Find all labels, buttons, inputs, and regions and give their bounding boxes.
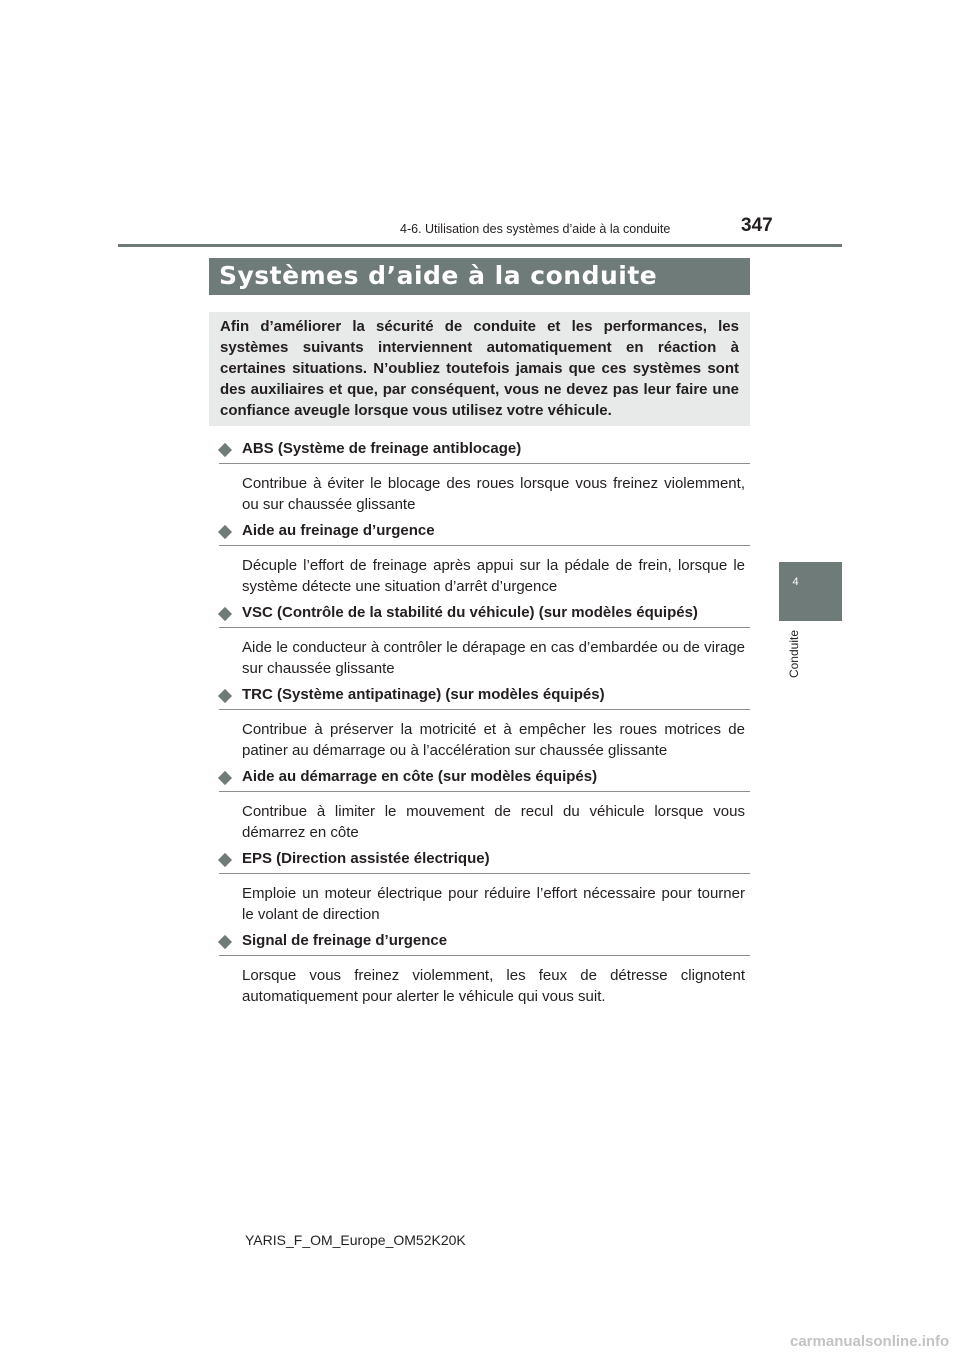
diamond-bullet-icon bbox=[218, 853, 232, 867]
page-title: Systèmes d’aide à la conduite bbox=[219, 261, 658, 290]
feature-description: Contribue à éviter le blocage des roues lorsque vous freinez violemment, ou sur chaussée glissante bbox=[242, 475, 745, 513]
feature-item bbox=[219, 932, 750, 1005]
page-number: 347 bbox=[741, 215, 773, 236]
feature-description: Lorsque vous freinez violemment, les feux de détresse clignotent automatiquement pour alerter le véhicule qui vous suit. bbox=[242, 967, 745, 1005]
intro-box bbox=[209, 312, 750, 426]
feature-item bbox=[219, 850, 750, 923]
feature-title: EPS (Direction assistée électrique) bbox=[242, 850, 490, 867]
diamond-bullet-icon bbox=[218, 525, 232, 539]
chapter-tab bbox=[779, 562, 842, 621]
feature-description: Emploie un moteur électrique pour réduire l’effort nécessaire pour tourner le volant de direction bbox=[242, 885, 745, 923]
feature-title: VSC (Contrôle de la stabilité du véhicule) (sur modèles équipés) bbox=[242, 604, 698, 621]
feature-title: TRC (Système antipatinage) (sur modèles équipés) bbox=[242, 686, 605, 703]
diamond-bullet-icon bbox=[218, 607, 232, 621]
diamond-bullet-icon bbox=[218, 935, 232, 949]
feature-description: Décuple l’effort de freinage après appui sur la pédale de frein, lorsque le système détecte une situation d’arrêt d’urgence bbox=[242, 557, 745, 595]
feature-item bbox=[219, 440, 750, 513]
feature-item bbox=[219, 604, 750, 677]
feature-item bbox=[219, 686, 750, 759]
intro-text: Afin d’améliorer la sécurité de conduite et les performances, les systèmes suivants interviennent automatiquement en réaction à certaines situations. N’oubliez toutefois jamais que ces systèmes sont des auxiliaires et que, par conséquent, vous ne devez pas leur faire une confiance aveugle lorsque vous utilisez votre véhicule. bbox=[220, 318, 739, 419]
feature-title: Aide au freinage d’urgence bbox=[242, 522, 435, 539]
feature-description: Contribue à limiter le mouvement de recul du véhicule lorsque vous démarrez en côte bbox=[242, 803, 745, 841]
feature-title: Signal de freinage d’urgence bbox=[242, 932, 448, 949]
feature-description: Contribue à préserver la motricité et à empêcher les roues motrices de patiner au démarrage ou à l’accélération sur chaussée glissante bbox=[242, 721, 745, 759]
feature-description: Aide le conducteur à contrôler le dérapage en cas d’embardée ou de virage sur chaussée glissante bbox=[242, 639, 745, 677]
diamond-bullet-icon bbox=[218, 443, 232, 457]
feature-item bbox=[219, 522, 750, 595]
document-code: YARIS_F_OM_Europe_OM52K20K bbox=[245, 1232, 466, 1248]
header-rule bbox=[118, 244, 842, 247]
feature-title: ABS (Système de freinage antiblocage) bbox=[242, 440, 522, 457]
diamond-bullet-icon bbox=[218, 771, 232, 785]
watermark: carmanualsonline.info bbox=[790, 1333, 950, 1350]
chapter-tab-number: 4 bbox=[792, 576, 799, 588]
feature-item bbox=[219, 768, 750, 841]
section-header: 4-6. Utilisation des systèmes d’aide à la conduite bbox=[400, 222, 671, 236]
chapter-tab-label: Conduite bbox=[787, 630, 801, 679]
title-band bbox=[209, 258, 750, 295]
feature-title: Aide au démarrage en côte (sur modèles équipés) bbox=[242, 768, 598, 785]
diamond-bullet-icon bbox=[218, 689, 232, 703]
